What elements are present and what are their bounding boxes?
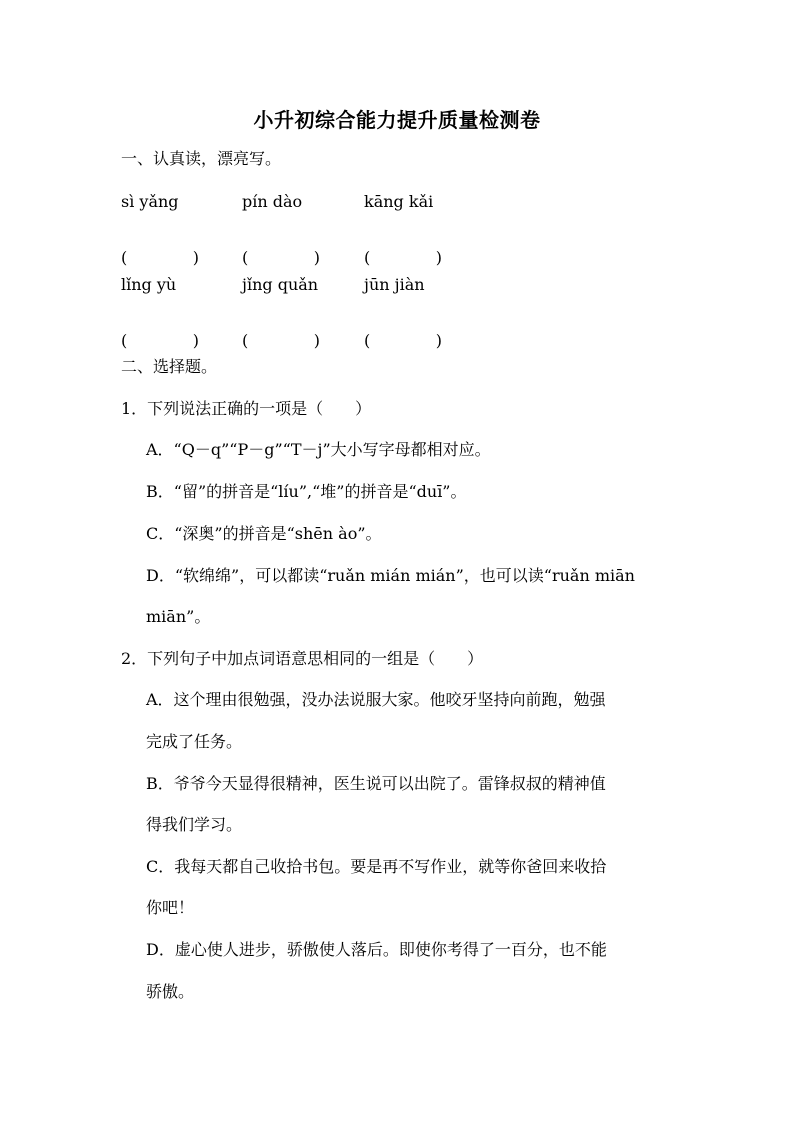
pinyin-item: kāng kǎi bbox=[364, 192, 434, 211]
question-2-option-c[interactable]: C．我每天都自己收拾书包。要是再不写作业，就等你爸回来收拾 bbox=[146, 857, 607, 876]
answer-blank[interactable]: ( ) bbox=[121, 331, 199, 350]
section2-heading: 二、选择题。 bbox=[121, 357, 218, 376]
answer-blank[interactable]: ( ) bbox=[242, 331, 320, 350]
question-1-option-a[interactable]: A．“Q－q”“P－g”“T－j”大小写字母都相对应。 bbox=[146, 440, 491, 459]
section1-heading: 一、认真读，漂亮写。 bbox=[121, 149, 282, 168]
pinyin-item: lǐng yù bbox=[121, 275, 177, 294]
question-2-option-a-continued: 完成了任务。 bbox=[146, 732, 243, 751]
page-title: 小升初综合能力提升质量检测卷 bbox=[253, 108, 541, 132]
pinyin-row-1 bbox=[121, 191, 521, 213]
pinyin-item: sì yǎng bbox=[121, 192, 179, 211]
pinyin-item: pín dào bbox=[242, 192, 303, 211]
answer-blank[interactable]: ( ) bbox=[364, 331, 442, 350]
question-1-option-b[interactable]: B．“留”的拼音是“líu”,“堆”的拼音是“duī”。 bbox=[146, 482, 467, 501]
question-2-option-c-continued: 你吧！ bbox=[146, 898, 195, 917]
pinyin-row-2 bbox=[121, 274, 521, 296]
question-1-stem: 1．下列说法正确的一项是（ ） bbox=[121, 399, 372, 418]
question-2-option-d[interactable]: D．虚心使人进步，骄傲使人落后。即使你考得了一百分，也不能 bbox=[146, 940, 607, 959]
question-2-stem: 2．下列句子中加点词语意思相同的一组是（ ） bbox=[121, 649, 484, 668]
question-2-option-b[interactable]: B．爷爷今天显得很精神，医生说可以出院了。雷锋叔叔的精神值 bbox=[146, 774, 606, 793]
answer-row-1 bbox=[121, 231, 521, 267]
question-1-option-c[interactable]: C．“深奥”的拼音是“shēn ào”。 bbox=[146, 524, 382, 543]
answer-blank[interactable]: ( ) bbox=[121, 248, 199, 267]
answer-blank[interactable]: ( ) bbox=[242, 248, 320, 267]
answer-blank[interactable]: ( ) bbox=[364, 248, 442, 267]
pinyin-item: jǐng quǎn bbox=[242, 275, 319, 294]
pinyin-item: jūn jiàn bbox=[364, 275, 425, 294]
question-2-option-d-continued: 骄傲。 bbox=[146, 982, 195, 1001]
question-1-option-d[interactable]: D．“软绵绵”，可以都读“ruǎn mián mián”，也可以读“ruǎn miān bbox=[146, 566, 635, 585]
question-2-option-b-continued: 得我们学习。 bbox=[146, 815, 243, 834]
answer-row-2 bbox=[121, 314, 521, 350]
question-2-option-a[interactable]: A．这个理由很勉强，没办法说服大家。他咬牙坚持向前跑，勉强 bbox=[146, 690, 606, 709]
question-1-option-d-continued: miān”。 bbox=[146, 607, 211, 626]
